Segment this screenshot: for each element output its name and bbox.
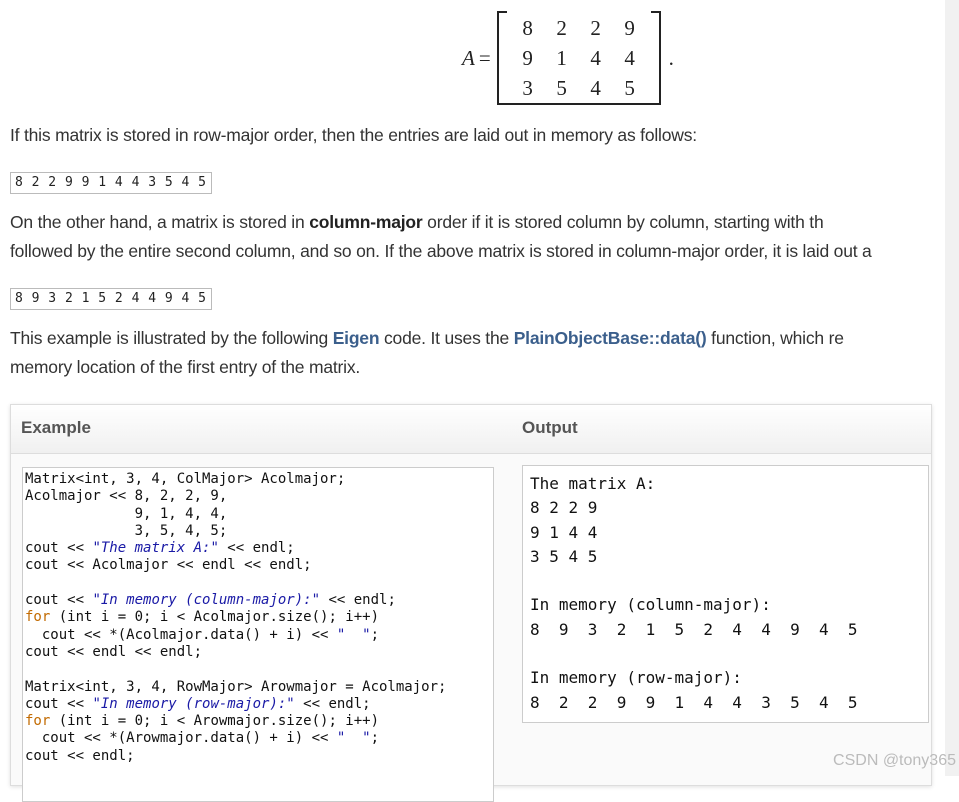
code-text: ; [370, 730, 380, 747]
code-line [25, 471, 493, 488]
example-panel [10, 404, 932, 786]
code-text: Matrix<int, 3, 4, RowMajor> Arowmajor = Acolmajor; [25, 678, 447, 695]
code-text: << endl; [294, 695, 371, 712]
column-major-term: column-major [309, 212, 423, 232]
code-line [25, 713, 493, 730]
code-text: (int i = 0; i < Acolmajor.size(); i++) [50, 609, 380, 626]
code-line [25, 661, 493, 678]
example-code-block[interactable] [22, 467, 494, 802]
code-string: " " [336, 730, 371, 747]
code-text: 3, 5, 4, 5; [25, 522, 228, 539]
output-line [530, 569, 928, 593]
example-panel-header [11, 405, 931, 454]
output-line: 8 2 2 9 9 1 4 4 3 5 4 5 [530, 692, 858, 712]
matrix-cell: 1 [556, 45, 567, 70]
code-text: cout << [25, 540, 93, 557]
code-string: "In memory (column-major):" [92, 592, 321, 609]
code-string: "The matrix A:" [92, 540, 219, 557]
equation-period: . [668, 45, 674, 70]
column-major-memory-layout: 8 9 3 2 1 5 2 4 4 9 4 5 [10, 288, 212, 310]
code-text: cout << *(Acolmajor.data() + i) << [25, 626, 337, 643]
equals-sign: = [478, 45, 491, 70]
matrix-row [511, 43, 647, 73]
example-column-title: Example [21, 418, 91, 437]
code-line [25, 575, 493, 592]
code-line [25, 557, 493, 574]
matrix-equation [462, 12, 674, 104]
csdn-watermark: CSDN @tony365 [833, 752, 956, 769]
matrix-cell: 4 [624, 45, 635, 70]
page-scrollbar[interactable] [945, 0, 959, 776]
code-line [25, 644, 493, 661]
output-block[interactable] [522, 465, 929, 723]
output-line: In memory (column-major): [530, 595, 771, 615]
column-major-paragraph-line1: On the other hand, a matrix is stored in column-major order if it is stored column by column, starting with th [10, 212, 824, 232]
output-column-title: Output [522, 418, 578, 437]
code-text: cout << [25, 695, 93, 712]
output-line [530, 642, 928, 666]
code-line [25, 696, 493, 713]
matrix-cell: 5 [556, 75, 567, 100]
matrix-row [511, 73, 647, 103]
row-major-memory-layout: 8 2 2 9 9 1 4 4 3 5 4 5 [10, 172, 212, 194]
eigen-example-intro-line2: memory location of the first entry of the matrix. [10, 357, 361, 377]
code-line [25, 748, 493, 765]
code-text: cout << [25, 592, 93, 609]
code-text: cout << endl; [25, 747, 135, 764]
matrix-name: A [462, 45, 475, 70]
matrix-brackets [497, 11, 661, 105]
code-line [25, 592, 493, 609]
matrix-cell: 4 [590, 75, 601, 100]
code-keyword: for [25, 609, 51, 626]
code-line [25, 523, 493, 540]
output-line: 9 1 4 4 [530, 522, 598, 542]
matrix-cell: 5 [624, 75, 635, 100]
code-keyword: for [25, 713, 51, 730]
eigen-example-intro-line1: This example is illustrated by the following Eigen code. It uses the PlainObjectBase::data() function, which re [10, 328, 844, 348]
code-line [25, 506, 493, 523]
code-string: "In memory (row-major):" [92, 695, 295, 712]
matrix-cell: 4 [590, 45, 601, 70]
output-line: In memory (row-major): [530, 668, 742, 688]
output-line: 8 2 2 9 [530, 498, 598, 518]
code-text: 9, 1, 4, 4, [25, 505, 228, 522]
output-line: The matrix A: [530, 474, 656, 493]
code-text: (int i = 0; i < Arowmajor.size(); i++) [50, 713, 380, 730]
code-text: ; [370, 626, 380, 643]
matrix-cell: 3 [522, 75, 533, 100]
code-text: cout << Acolmajor << endl << endl; [25, 557, 312, 574]
matrix-cell: 9 [522, 45, 533, 70]
code-line [25, 679, 493, 696]
column-major-paragraph-line2: followed by the entire second column, and so on. If the above matrix is stored in column-major order, it is laid out a [10, 241, 872, 261]
code-line [25, 488, 493, 505]
code-line [25, 627, 493, 644]
code-text: Acolmajor << 8, 2, 2, 9, [25, 488, 228, 505]
code-text: cout << endl << endl; [25, 643, 203, 660]
code-text: cout << *(Arowmajor.data() + i) << [25, 730, 337, 747]
code-text: Matrix<int, 3, 4, ColMajor> Acolmajor; [25, 471, 346, 487]
code-line [25, 609, 493, 626]
code-text: << endl; [218, 540, 295, 557]
row-major-intro: If this matrix is stored in row-major order, then the entries are laid out in memory as follows: [10, 125, 697, 145]
matrix-cell: 9 [624, 15, 635, 40]
plainobjectbase-data-link[interactable]: PlainObjectBase::data() [513, 328, 707, 348]
matrix-cell: 8 [522, 15, 533, 40]
code-string: " " [336, 626, 371, 643]
code-text: << endl; [320, 592, 396, 609]
matrix-row [511, 13, 647, 43]
output-line: 8 9 3 2 1 5 2 4 4 9 4 5 [530, 619, 858, 639]
matrix-cell: 2 [556, 15, 567, 40]
code-line [25, 730, 493, 747]
eigen-link[interactable]: Eigen [332, 328, 380, 348]
code-line [25, 540, 493, 557]
matrix-cell: 2 [590, 15, 601, 40]
output-line: 3 5 4 5 [530, 546, 598, 566]
